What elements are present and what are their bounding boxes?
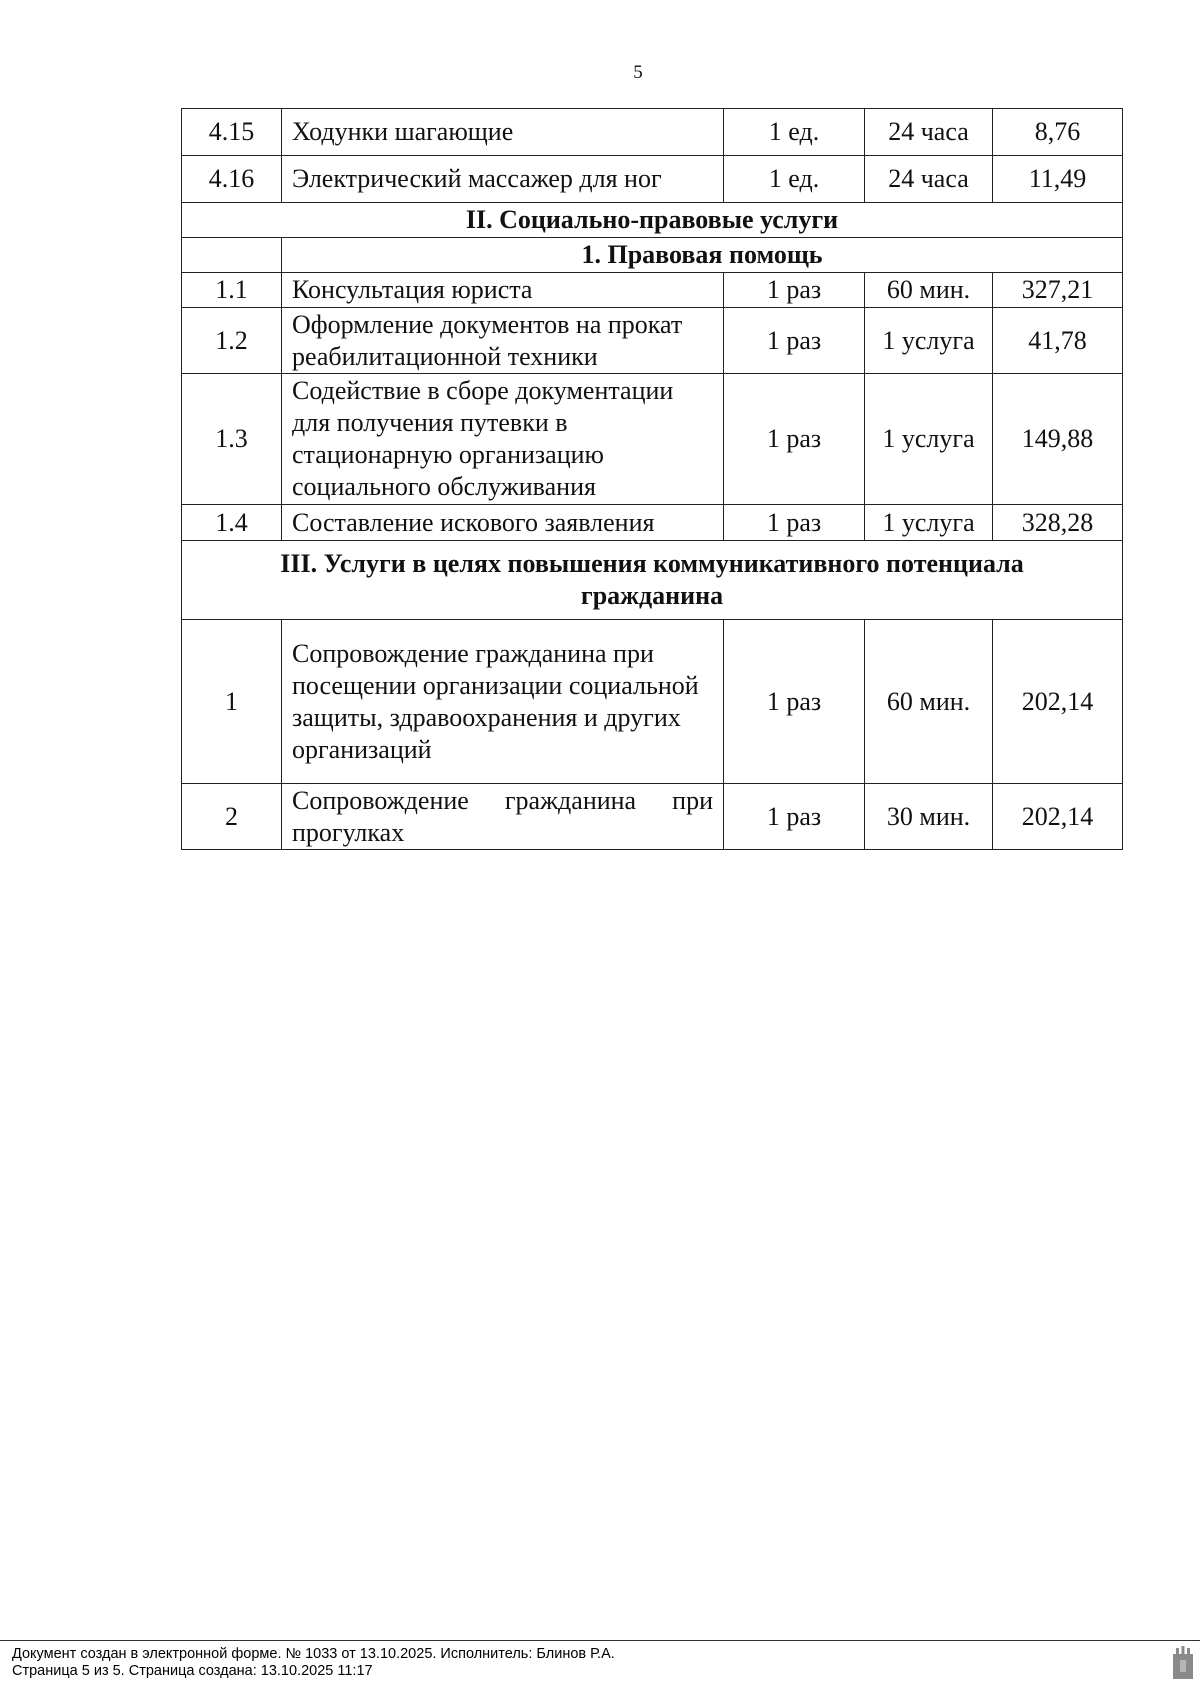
row-number: 1.3 xyxy=(182,374,282,505)
page-number: 5 xyxy=(633,62,643,83)
service-duration: 1 услуга xyxy=(865,308,993,374)
service-price: 202,14 xyxy=(993,620,1123,784)
service-quantity: 1 раз xyxy=(724,620,865,784)
empty-cell xyxy=(182,238,282,273)
service-duration: 24 часа xyxy=(865,156,993,203)
service-price: 328,28 xyxy=(993,505,1123,541)
service-name: Электрический массажер для ног xyxy=(282,156,724,203)
service-quantity: 1 раз xyxy=(724,784,865,850)
service-name: Оформление документов на прокат реабилитационной техники xyxy=(282,308,724,374)
row-number: 1 xyxy=(182,620,282,784)
row-number: 4.15 xyxy=(182,109,282,156)
table-row xyxy=(182,273,1123,308)
section-3-title: III. Услуги в целях повышения коммуникативного потенциала гражданина xyxy=(182,541,1123,620)
table-row xyxy=(182,505,1123,541)
table-row xyxy=(182,109,1123,156)
service-name: Составление искового заявления xyxy=(282,505,724,541)
service-quantity: 1 ед. xyxy=(724,156,865,203)
table-row xyxy=(182,374,1123,505)
row-number: 2 xyxy=(182,784,282,850)
service-name: Ходунки шагающие xyxy=(282,109,724,156)
footer-divider xyxy=(0,1640,1200,1641)
row-number: 1.4 xyxy=(182,505,282,541)
table-row xyxy=(182,784,1123,850)
section-heading-row xyxy=(182,203,1123,238)
service-price: 327,21 xyxy=(993,273,1123,308)
section-2-title: II. Социально-правовые услуги xyxy=(182,203,1123,238)
service-duration: 1 услуга xyxy=(865,374,993,505)
service-quantity: 1 раз xyxy=(724,308,865,374)
service-duration: 30 мин. xyxy=(865,784,993,850)
table-row xyxy=(182,156,1123,203)
service-price: 202,14 xyxy=(993,784,1123,850)
service-quantity: 1 ед. xyxy=(724,109,865,156)
service-duration: 60 мин. xyxy=(865,273,993,308)
row-number: 4.16 xyxy=(182,156,282,203)
service-name: Сопровождение гражданина при посещении организации социальной защиты, здравоохранения и других организаций xyxy=(282,620,724,784)
service-name: Содействие в сборе документации для получения путевки в стационарную организацию социального обслуживания xyxy=(282,374,724,505)
footer-document-info: Документ создан в электронной форме. № 1033 от 13.10.2025. Исполнитель: Блинов Р.А. xyxy=(12,1646,615,1662)
subsection-heading-row xyxy=(182,238,1123,273)
coat-of-arms-icon xyxy=(1172,1646,1194,1680)
document-footer xyxy=(12,1646,615,1680)
row-number: 1.2 xyxy=(182,308,282,374)
table-row xyxy=(182,620,1123,784)
service-duration: 24 часа xyxy=(865,109,993,156)
service-quantity: 1 раз xyxy=(724,505,865,541)
subsection-1-title: 1. Правовая помощь xyxy=(282,238,1123,273)
service-name: Сопровождение гражданина при прогулках xyxy=(282,784,724,850)
service-price: 149,88 xyxy=(993,374,1123,505)
footer-page-info: Страница 5 из 5. Страница создана: 13.10.2025 11:17 xyxy=(12,1663,373,1679)
service-duration: 60 мин. xyxy=(865,620,993,784)
section-heading-row xyxy=(182,541,1123,620)
service-price: 41,78 xyxy=(993,308,1123,374)
service-price: 11,49 xyxy=(993,156,1123,203)
service-quantity: 1 раз xyxy=(724,273,865,308)
service-price: 8,76 xyxy=(993,109,1123,156)
service-name: Консультация юриста xyxy=(282,273,724,308)
service-quantity: 1 раз xyxy=(724,374,865,505)
table-row xyxy=(182,308,1123,374)
service-duration: 1 услуга xyxy=(865,505,993,541)
row-number: 1.1 xyxy=(182,273,282,308)
tariff-table xyxy=(181,108,1123,850)
